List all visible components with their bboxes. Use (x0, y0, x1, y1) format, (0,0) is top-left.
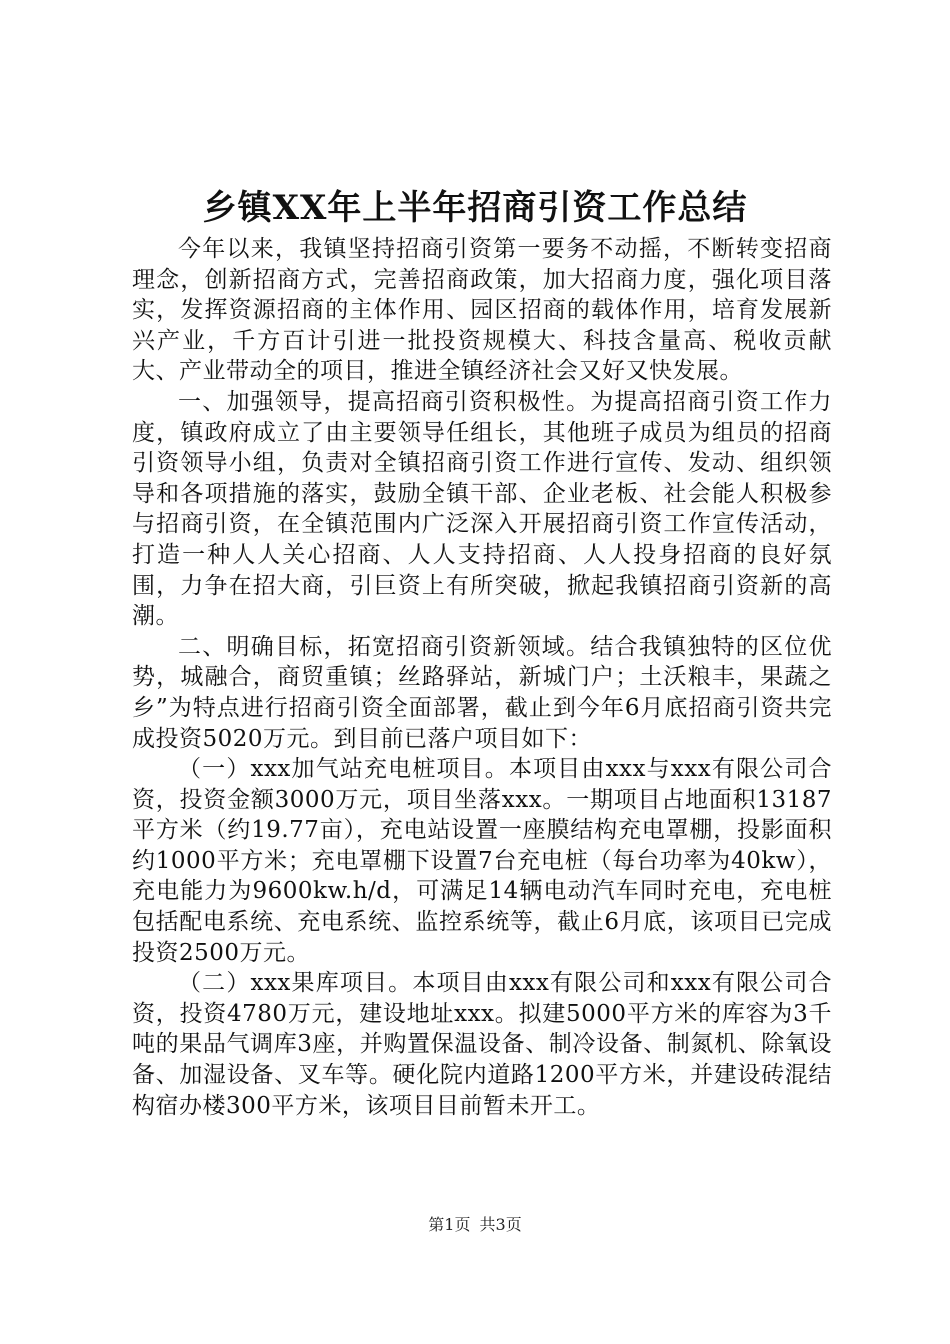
document-body (132, 234, 832, 1121)
page-footer (0, 1215, 950, 1235)
document-title: 乡镇XX年上半年招商引资工作总结 (202, 188, 748, 228)
paragraph-section-2: 二、明确目标，拓宽招商引资新领域。结合我镇独特的区位优势，城融合，商贸重镇；丝路驿站，新城门户；土沃粮丰，果蔬之乡”为特点进行招商引资全面部署，截止到今年6月底招商引资共完成投资5020万元。到目前已落户项目如下： (132, 633, 832, 752)
page-number-current: 第1页 (428, 1215, 471, 1234)
page-number-total: 共3页 (479, 1215, 522, 1234)
paragraph-intro: 今年以来，我镇坚持招商引资第一要务不动摇，不断转变招商理念，创新招商方式，完善招商政策，加大招商力度，强化项目落实，发挥资源招商的主体作用、园区招商的载体作用，培育发展新兴产业，千方百计引进一批投资规模大、科技含量高、税收贡献大、产业带动全的项目，推进全镇经济社会又好又快发展。 (132, 236, 832, 385)
paragraph-section-1: 一、加强领导，提高招商引资积极性。为提高招商引资工作力度，镇政府成立了由主要领导任组长，其他班子成员为组员的招商引资领导小组，负责对全镇招商引资工作进行宣传、发动、组织领导和各项措施的落实，鼓励全镇干部、企业老板、社会能人积极参与招商引资，在全镇范围内广泛深入开展招商引资工作宣传活动，打造一种人人关心招商、人人支持招商、人人投身招商的良好氛围，力争在招大商，引巨资上有所突破，掀起我镇招商引资新的高潮。 (132, 388, 832, 630)
paragraph-project-1: （一）xxx加气站充电桩项目。本项目由xxx与xxx有限公司合资，投资金额3000万元，项目坐落xxx。一期项目占地面积13187平方米（约19.77亩），充电站设置一座膜结构充电罩棚，投影面积约1000平方米；充电罩棚下设置7台充电桩（每台功率为40kw），充电能力为9600kw.h/d，可满足14辆电动汽车同时充电，充电桩包括配电系统、充电系统、监控系统等，截止6月底，该项目已完成投资2500万元。 (132, 756, 832, 966)
paragraph-project-2: （二）xxx果库项目。本项目由xxx有限公司和xxx有限公司合资，投资4780万元，建设地址xxx。拟建5000平方米的库容为3千吨的果品气调库3座，并购置保温设备、制冷设备、制氮机、除氧设备、加湿设备、叉车等。硬化院内道路1200平方米，并建设砖混结构宿办楼300平方米，该项目目前暂未开工。 (132, 970, 832, 1119)
